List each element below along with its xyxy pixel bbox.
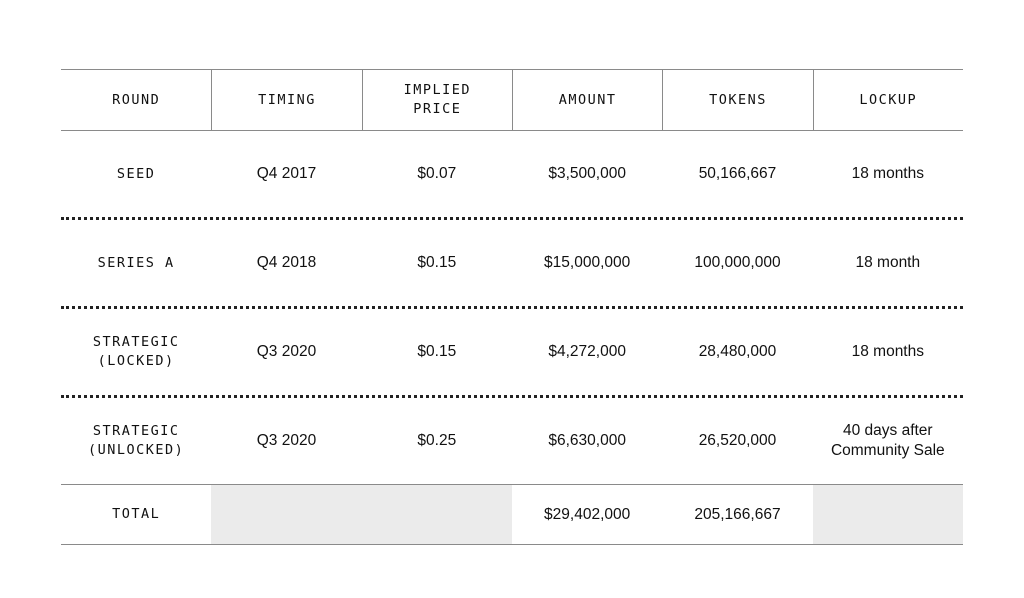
round-cell: STRATEGIC (UNLOCKED) bbox=[88, 423, 185, 458]
lockup-cell: 18 month bbox=[855, 254, 921, 271]
funding-rounds-table bbox=[61, 69, 963, 545]
total-row bbox=[61, 484, 963, 545]
tokens-cell: 26,520,000 bbox=[698, 432, 777, 449]
amount-cell: $15,000,000 bbox=[544, 254, 631, 271]
round-cell: SEED bbox=[116, 165, 156, 182]
header-lockup: LOCKUP bbox=[813, 70, 963, 130]
total-tokens: 205,166,667 bbox=[694, 505, 781, 523]
price-cell: $0.25 bbox=[417, 432, 457, 449]
header-timing: TIMING bbox=[211, 70, 361, 130]
timing-cell: Q3 2020 bbox=[256, 432, 317, 449]
amount-cell: $4,272,000 bbox=[548, 343, 626, 360]
timing-cell: Q3 2020 bbox=[256, 343, 317, 360]
price-cell: $0.15 bbox=[417, 343, 457, 360]
total-empty-cell bbox=[813, 485, 963, 544]
table-row bbox=[61, 220, 963, 306]
header-implied-price: IMPLIED PRICE bbox=[362, 70, 512, 130]
round-cell: SERIES A bbox=[97, 254, 175, 271]
amount-cell: $6,630,000 bbox=[548, 432, 626, 449]
table-header-row bbox=[61, 69, 963, 131]
table-row bbox=[61, 131, 963, 217]
round-cell: STRATEGIC (LOCKED) bbox=[92, 334, 180, 369]
timing-cell: Q4 2018 bbox=[256, 254, 317, 271]
header-tokens: TOKENS bbox=[662, 70, 812, 130]
price-cell: $0.07 bbox=[417, 165, 457, 182]
total-empty-cell bbox=[211, 485, 361, 544]
tokens-cell: 28,480,000 bbox=[698, 343, 777, 360]
header-round: ROUND bbox=[112, 91, 161, 108]
total-empty-cell bbox=[362, 485, 512, 544]
total-amount: $29,402,000 bbox=[544, 505, 631, 523]
header-amount: AMOUNT bbox=[512, 70, 662, 130]
table-row bbox=[61, 309, 963, 395]
lockup-cell: 40 days after Community Sale bbox=[830, 422, 945, 459]
table-row bbox=[61, 398, 963, 484]
total-label: TOTAL bbox=[112, 506, 161, 522]
timing-cell: Q4 2017 bbox=[256, 165, 317, 182]
amount-cell: $3,500,000 bbox=[548, 165, 626, 182]
price-cell: $0.15 bbox=[417, 254, 457, 271]
tokens-cell: 50,166,667 bbox=[698, 165, 777, 182]
lockup-cell: 18 months bbox=[851, 165, 924, 182]
lockup-cell: 18 months bbox=[851, 343, 924, 360]
tokens-cell: 100,000,000 bbox=[694, 254, 781, 271]
